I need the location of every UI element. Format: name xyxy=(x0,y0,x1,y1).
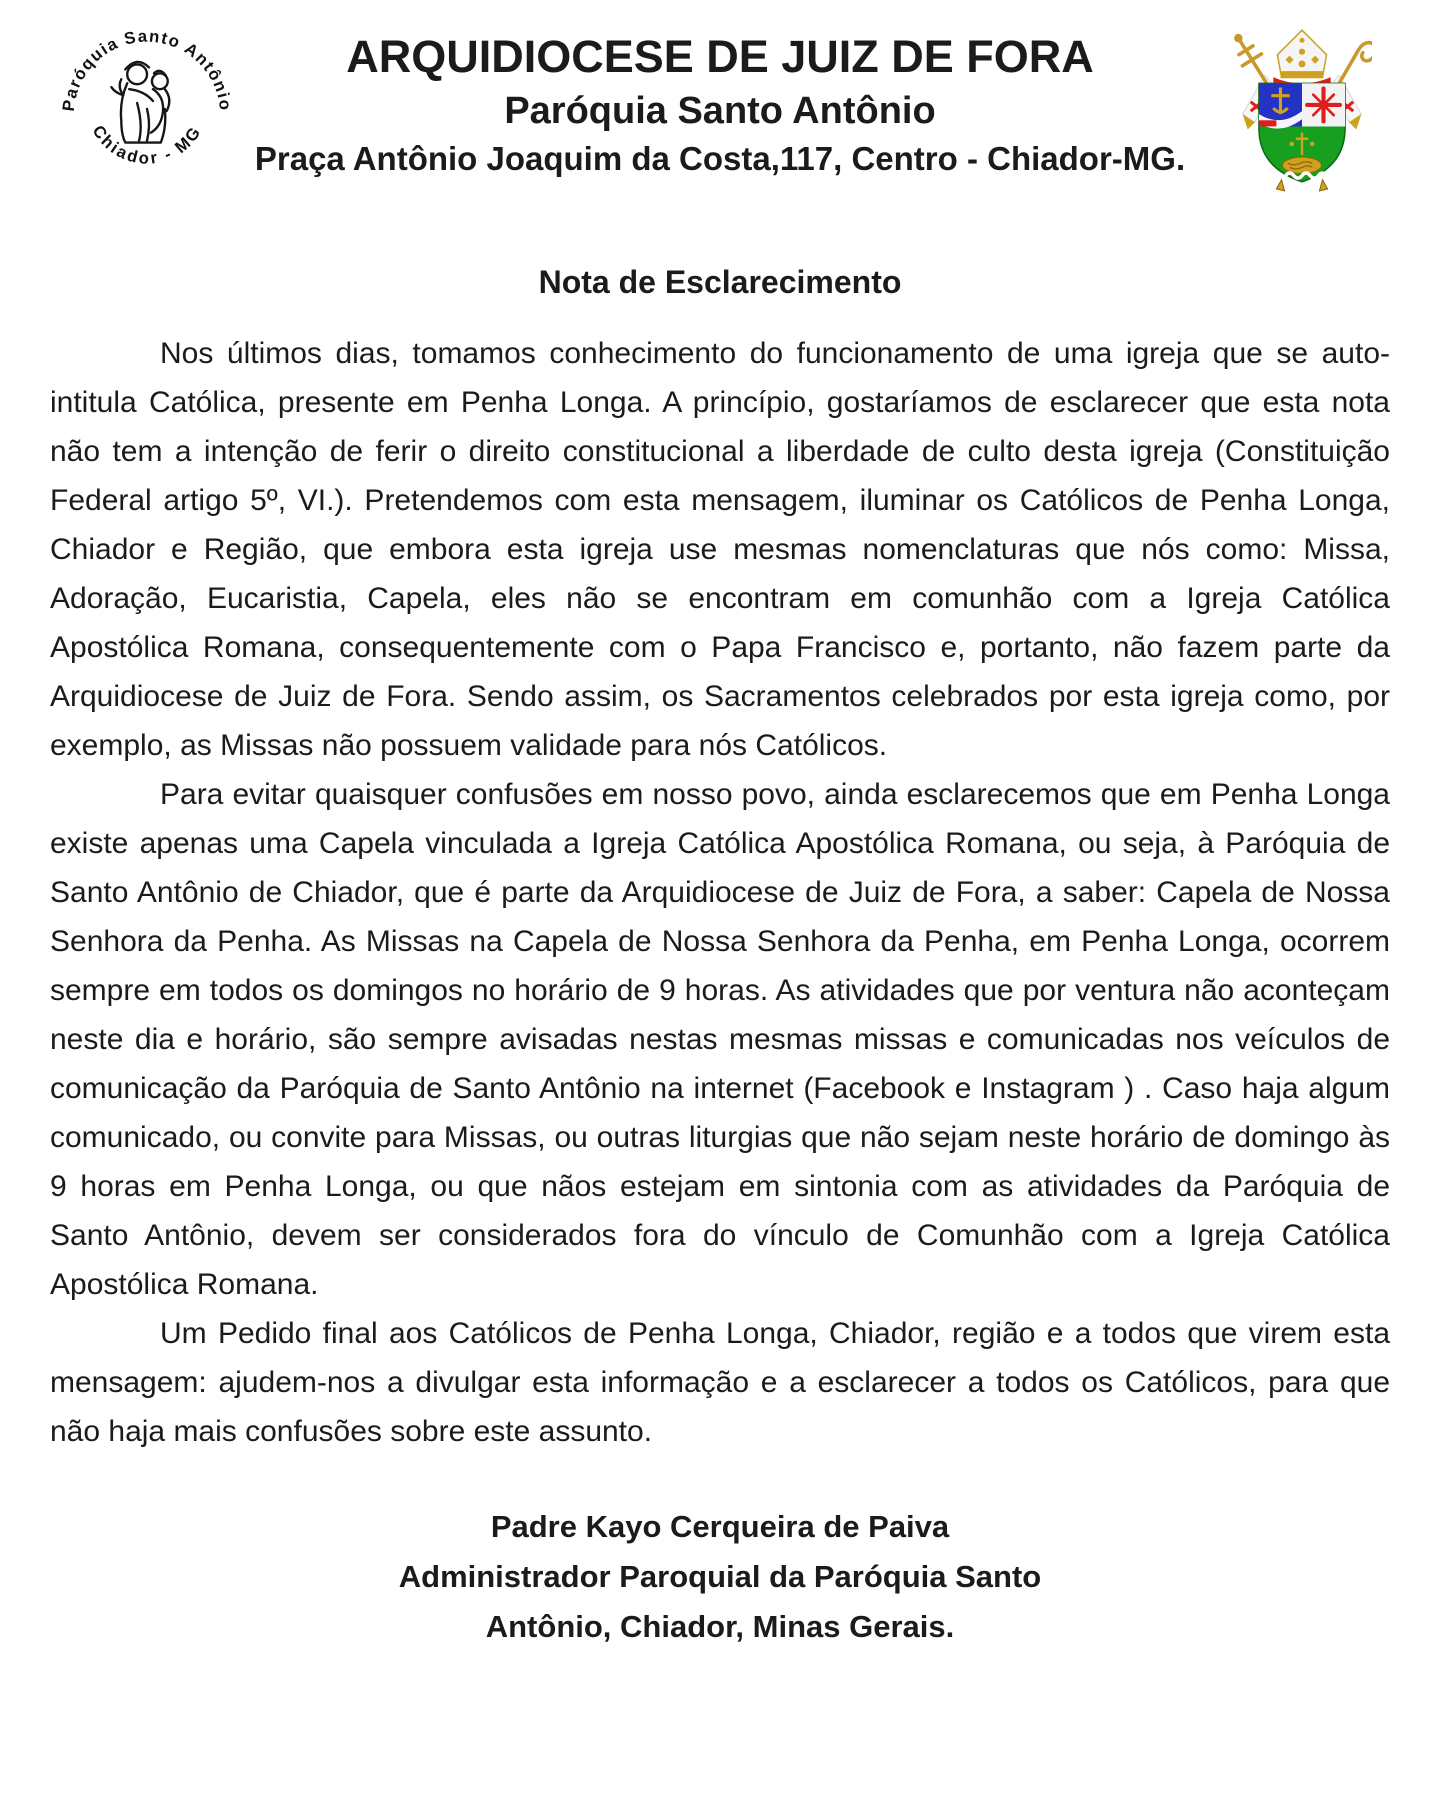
paragraph-3: Um Pedido final aos Católicos de Penha Longa, Chiador, região e a todos que virem esta mensagem: ajudem-nos a divulgar esta informação e a esclarecer a todos os Católicos, para que não haja mais confusões sobre este assunto. xyxy=(50,1317,1390,1448)
signature-name: Padre Kayo Cerqueira de Paiva xyxy=(490,1509,950,1544)
seal-top-text: Paróquia Santo Antônio xyxy=(58,26,236,113)
letter-body xyxy=(50,264,1390,1652)
shield xyxy=(1259,83,1345,181)
paragraph-2: Para evitar quaisquer confusões em nosso povo, ainda esclarecemos que em Penha Longa existe apenas uma Capela vinculada a Igreja Católica Apostólica Romana, ou seja, à Paróquia de Santo Antônio de Chiador, que é parte da Arquidiocese de Juiz de Fora, a saber: Capela de Nossa Senhora da Penha. As Missas na Capela de Nossa Senhora da Penha, em Penha Longa, ocorrem sempre em todos os domingos no horário de 9 horas. As atividades que por ventura não aconteçam neste dia e horário, são sempre avisadas nestas mesmas missas e comunicadas nos veículos de comunicação da Paróquia de Santo Antônio na internet (Facebook e Instagram ) . Caso haja algum comunicado, ou convite para Missas, ou outras liturgias que não sejam neste horário de domingo às 9 horas em Penha Longa, ou que nãos estejam em sintonia com as atividades da Paróquia de Santo Antônio, devem ser considerados fora do vínculo de Comunhão com a Igreja Católica Apostólica Romana. xyxy=(50,778,1390,1301)
signature-role-line-2: Antônio, Chiador, Minas Gerais. xyxy=(485,1609,955,1644)
signature-block xyxy=(50,1502,1390,1652)
signature-role-line-1: Administrador Paroquial da Paróquia Santo xyxy=(398,1559,1042,1594)
parish-name: Paróquia Santo Antônio xyxy=(504,90,936,132)
parish-address: Praça Antônio Joaquim da Costa,117, Centro - Chiador-MG. xyxy=(254,139,1186,177)
letterhead-text xyxy=(230,30,1210,178)
document-title: Nota de Esclarecimento xyxy=(538,264,902,300)
seal-bottom-text: Chiador - MG xyxy=(88,121,206,168)
coat-of-arms-icon xyxy=(1232,24,1372,192)
saint-anthony-figure-icon xyxy=(111,62,169,143)
letterhead xyxy=(0,0,1440,200)
organization-name: ARQUIDIOCESE DE JUIZ DE FORA xyxy=(346,31,1094,82)
mitre-icon xyxy=(1277,30,1326,78)
paragraph-1: Nos últimos dias, tomamos conhecimento do funcionamento de uma igreja que se auto-intitula Católica, presente em Penha Longa. A princípio, gostaríamos de esclarecer que esta nota não tem a intenção de ferir o direito constitucional a liberdade de culto desta igreja (Constituição Federal artigo 5º, VI.). Pretendemos com esta mensagem, iluminar os Católicos de Penha Longa, Chiador e Região, que embora esta igreja use mesmas nomenclaturas que nós como: Missa, Adoração, Eucaristia, Capela, eles não se encontram em comunhão com a Igreja Católica Apostólica Romana, consequentemente com o Papa Francisco e, portanto, não fazem parte da Arquidiocese de Juiz de Fora. Sendo assim, os Sacramentos celebrados por esta igreja como, por exemplo, as Missas não possuem validade para nós Católicos. xyxy=(50,337,1390,762)
parish-seal-icon xyxy=(56,18,238,186)
